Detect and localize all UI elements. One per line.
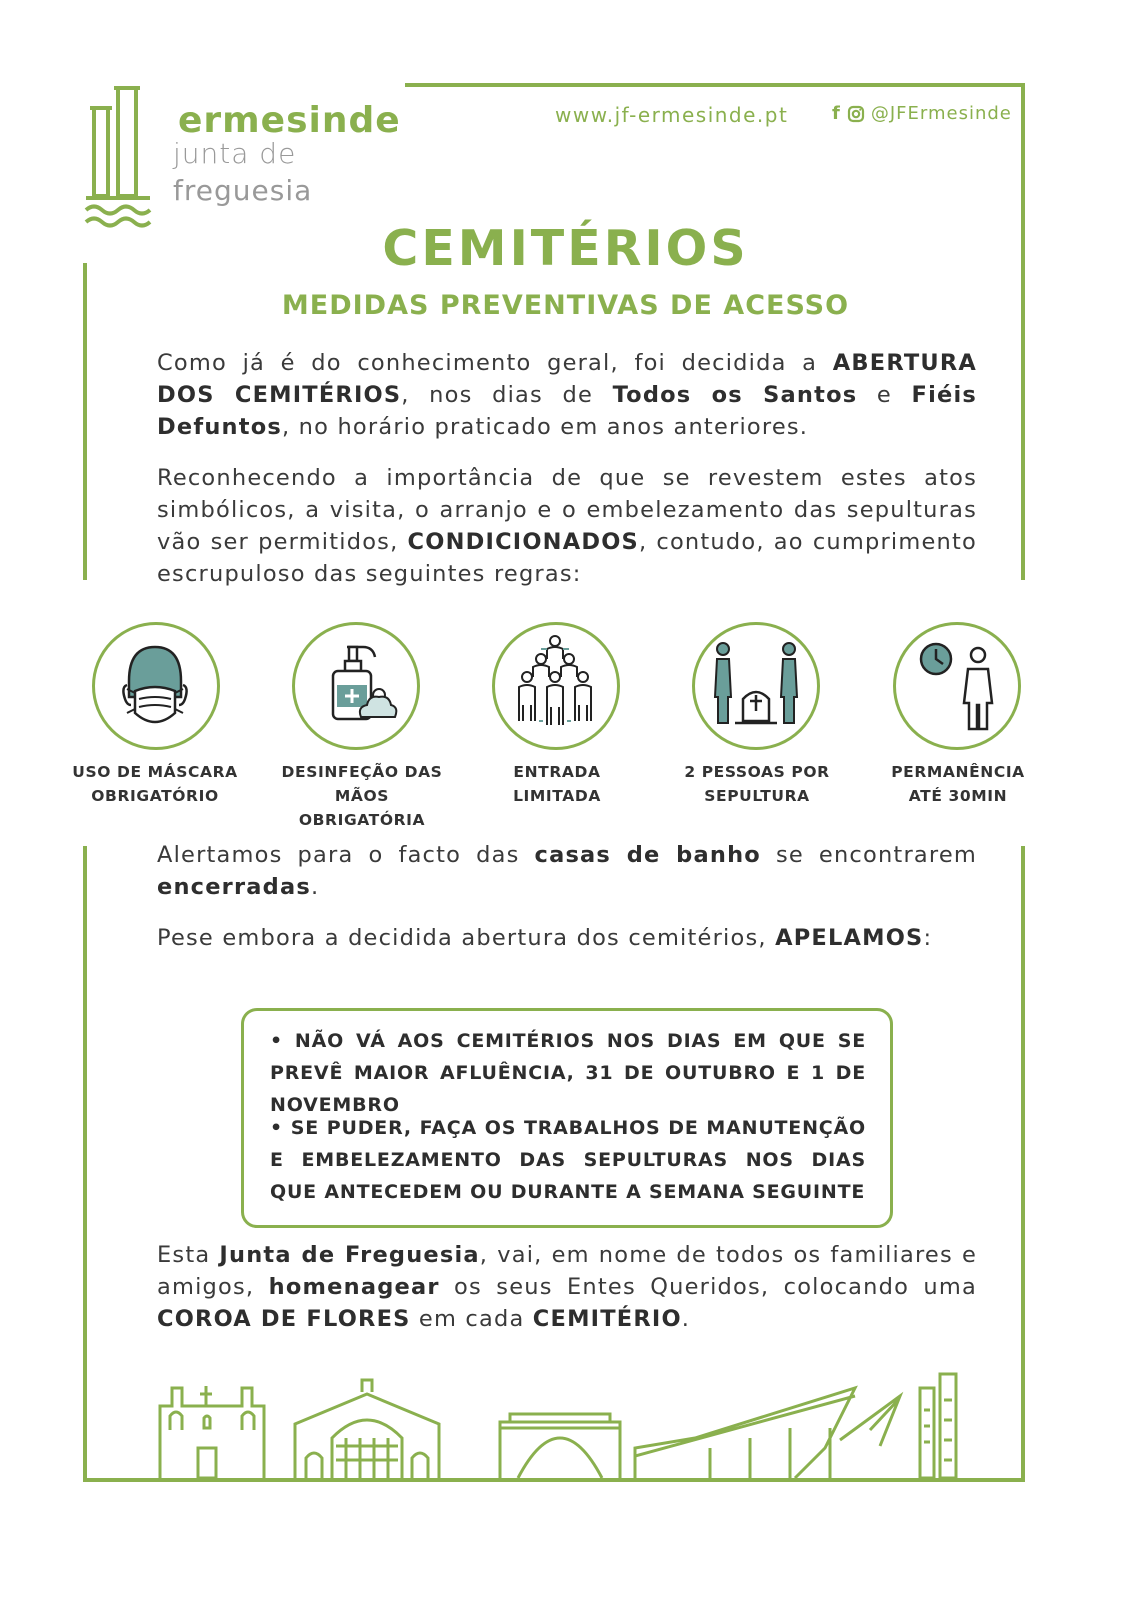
frame-right-line-bottom — [1021, 846, 1025, 1481]
clock-person-icon — [896, 625, 1017, 746]
body-text: , no horário praticado em anos anteriores. — [281, 414, 809, 440]
rule-circle-sanitizer — [292, 622, 420, 750]
rule-circle-time — [893, 622, 1021, 750]
brand-name: ermesinde — [178, 100, 401, 141]
body-text: . — [310, 874, 320, 900]
emphasis-text: homenagear — [268, 1274, 440, 1300]
body-text: , contudo, ao cumprimento escrupuloso das seguintes regras: — [157, 529, 977, 587]
frame-left-line-bottom — [83, 846, 87, 1481]
face-mask-icon — [95, 625, 216, 746]
appeal-item-2: • SE PUDER, FAÇA OS TRABALHOS DE MANUTENÇÃO E EMBELEZAMENTO DAS SEPULTURAS NOS DIAS QUE ANTECEDEM OU DURANTE A SEMANA SEGUINTE — [270, 1117, 866, 1203]
emphasis-text: encerradas — [157, 874, 311, 900]
body-text: se encontrarem — [760, 842, 978, 868]
grave-people-icon — [695, 625, 816, 746]
rule-label-stay: PERMANÊNCIA ATÉ 30MIN — [891, 763, 1025, 805]
alert-paragraph — [157, 839, 977, 903]
hand-sanitizer-icon — [295, 625, 416, 746]
emphasis-text: CEMITÉRIO — [532, 1306, 682, 1332]
page-subtitle: MEDIDAS PREVENTIVAS DE ACESSO — [281, 290, 850, 321]
body-text: em cada — [410, 1306, 533, 1332]
facebook-icon[interactable]: f — [832, 103, 841, 124]
website-link[interactable]: www.jf-ermesinde.pt — [555, 103, 789, 127]
rule-label-mask: USO DE MÁSCARA OBRIGATÓRIO — [72, 763, 238, 805]
social-links — [832, 103, 1012, 124]
crowd-icon — [495, 625, 616, 746]
body-text: , vai, em nome de todos os familiares e amigos, — [157, 1242, 977, 1300]
intro-paragraph-1 — [157, 347, 977, 443]
emphasis-text: CONDICIONADOS — [407, 529, 639, 555]
body-text: e — [857, 382, 912, 408]
rule-label-sanitizer: DESINFEÇÃO DAS MÃOS OBRIGATÓRIA — [281, 763, 443, 829]
brand-subline-2: freguesia — [173, 174, 313, 207]
emphasis-text: Junta de Freguesia — [219, 1242, 480, 1268]
city-skyline-illustration — [150, 1370, 1010, 1480]
rule-circle-mask — [92, 622, 220, 750]
closing-paragraph — [157, 1239, 977, 1335]
body-text: , nos dias de — [401, 382, 613, 408]
frame-right-line-top — [1021, 83, 1025, 580]
frame-top-line — [405, 83, 1025, 87]
body-text: . — [681, 1306, 691, 1332]
emphasis-text: ABERTURA DOS CEMITÉRIOS — [157, 350, 977, 408]
page-title: CEMITÉRIOS — [382, 220, 749, 277]
rule-circle-grave — [692, 622, 820, 750]
rule-label-entry: ENTRADA LIMITADA — [513, 763, 601, 805]
emphasis-text: Fiéis Defuntos — [157, 382, 977, 440]
body-text: Esta — [157, 1242, 220, 1268]
body-text: os seus Entes Queridos, colocando uma — [439, 1274, 977, 1300]
body-text: Como já é do conhecimento geral, foi decidida a — [157, 350, 833, 376]
appeal-item-1: • NÃO VÁ AOS CEMITÉRIOS NOS DIAS EM QUE SE PREVÊ MAIOR AFLUÊNCIA, 31 DE OUTUBRO E 1 DE NOVEMBRO — [270, 1030, 866, 1116]
body-text: Pese embora a decidida abertura dos cemitérios, — [157, 925, 776, 951]
body-text: Reconhecendo a importância de que se revestem estes atos simbólicos, a visita, o arranjo e o embelezamento das sepulturas vão ser permitidos, — [157, 465, 977, 555]
emphasis-text: APELAMOS — [775, 925, 924, 951]
ermesinde-logo-icon — [84, 84, 156, 232]
brand-subline-1: junta de — [173, 137, 297, 170]
emphasis-text: casas de banho — [534, 842, 761, 868]
emphasis-text: COROA DE FLORES — [157, 1306, 411, 1332]
social-handle[interactable]: @JFErmesinde — [870, 103, 1012, 124]
instagram-icon[interactable] — [847, 105, 865, 123]
body-text: Alertamos para o facto das — [157, 842, 535, 868]
emphasis-text: Todos os Santos — [612, 382, 858, 408]
rule-circle-crowd — [492, 622, 620, 750]
body-text: : — [923, 925, 933, 951]
intro-paragraph-2 — [157, 462, 977, 590]
rule-label-two-people: 2 PESSOAS POR SEPULTURA — [684, 763, 830, 805]
appeal-intro-paragraph — [157, 922, 977, 954]
